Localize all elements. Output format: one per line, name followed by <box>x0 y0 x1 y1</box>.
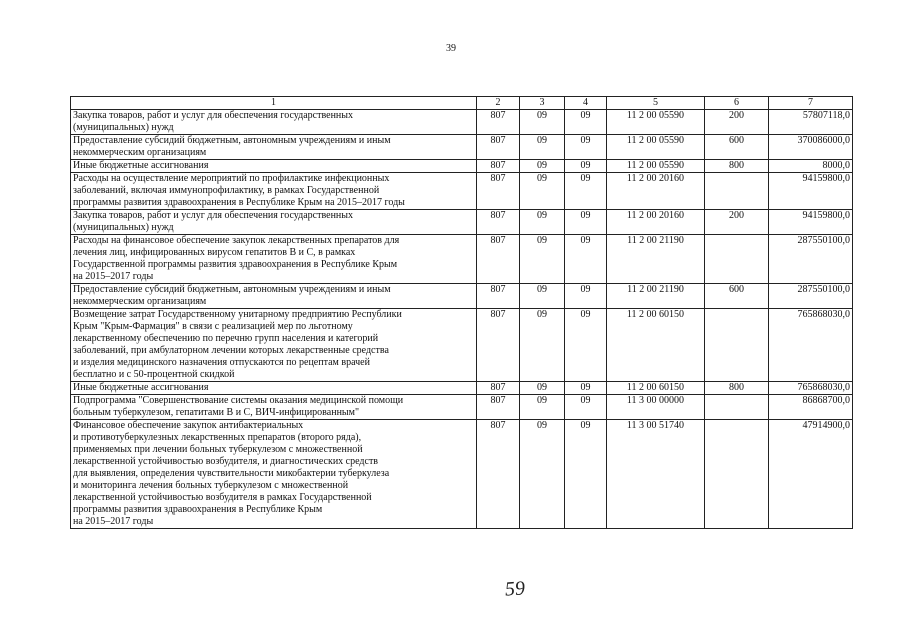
row-amount: 86868700,0 <box>769 395 853 420</box>
row-code-col-6 <box>705 395 769 420</box>
row-code-col-4: 09 <box>565 235 607 284</box>
table-row <box>71 420 853 529</box>
row-amount: 94159800,0 <box>769 173 853 210</box>
row-code-col-2: 807 <box>477 309 520 382</box>
row-code-col-3: 09 <box>520 160 565 173</box>
row-code-col-5: 11 2 00 60150 <box>607 382 705 395</box>
row-code-col-4: 09 <box>565 173 607 210</box>
row-code-col-5: 11 2 00 20160 <box>607 210 705 235</box>
row-description: Предоставление субсидий бюджетным, автономным учреждениям и иным некоммерческим организациям <box>71 284 477 309</box>
row-code-col-6 <box>705 309 769 382</box>
header-col-6: 6 <box>705 97 769 110</box>
header-col-3: 3 <box>520 97 565 110</box>
row-description: Предоставление субсидий бюджетным, автономным учреждениям и иным некоммерческим организациям <box>71 135 477 160</box>
row-code-col-3: 09 <box>520 235 565 284</box>
row-description: Расходы на финансовое обеспечение закупок лекарственных препаратов для лечения лиц, инфицированных вирусом гепатитов В и С, в рамках Государственной программы развития здравоохранения в Республике Крым на 2015–2017 годы <box>71 235 477 284</box>
row-code-col-6: 800 <box>705 160 769 173</box>
row-code-col-6: 200 <box>705 110 769 135</box>
row-code-col-4: 09 <box>565 284 607 309</box>
row-code-col-3: 09 <box>520 210 565 235</box>
row-code-col-3: 09 <box>520 135 565 160</box>
table-row <box>71 309 853 382</box>
row-code-col-3: 09 <box>520 284 565 309</box>
row-description: Закупка товаров, работ и услуг для обеспечения государственных (муниципальных) нужд <box>71 110 477 135</box>
row-code-col-2: 807 <box>477 395 520 420</box>
row-code-col-2: 807 <box>477 160 520 173</box>
table-row <box>71 235 853 284</box>
row-amount: 765868030,0 <box>769 382 853 395</box>
row-code-col-3: 09 <box>520 395 565 420</box>
row-code-col-6: 200 <box>705 210 769 235</box>
table-row <box>71 382 853 395</box>
row-code-col-2: 807 <box>477 210 520 235</box>
row-description: Возмещение затрат Государственному унитарному предприятию Республики Крым "Крым-Фармация" в связи с реализацией мер по льготному лекарственному обеспечению по перечню групп населения и категорий заболеваний, при амбулаторном лечении которых лекарственные средства и изделия медицинского назначения отпускаются по рецептам врачей бесплатно и с 50-процентной скидкой <box>71 309 477 382</box>
page-number: 39 <box>446 43 456 54</box>
row-amount: 370086000,0 <box>769 135 853 160</box>
row-code-col-5: 11 2 00 05590 <box>607 110 705 135</box>
row-code-col-5: 11 2 00 21190 <box>607 284 705 309</box>
row-code-col-5: 11 2 00 05590 <box>607 160 705 173</box>
row-code-col-3: 09 <box>520 309 565 382</box>
row-code-col-3: 09 <box>520 420 565 529</box>
row-code-col-3: 09 <box>520 110 565 135</box>
table-row <box>71 110 853 135</box>
row-description: Подпрограмма "Совершенствование системы оказания медицинской помощи больным туберкулезом, гепатитами В и С, ВИЧ-инфицированным" <box>71 395 477 420</box>
row-code-col-5: 11 2 00 05590 <box>607 135 705 160</box>
row-description: Финансовое обеспечение закупок антибактериальных и противотуберкулезных лекарственных препаратов (второго ряда), применяемых при лечении больных туберкулезом с множественной лекарственной устойчивостью возбудителя, и диагностических средств для выявления, определения чувствительности микобактерии туберкулеза и мониторинга лечения больных туберкулезом с множественной лекарственной устойчивостью возбудителя в рамках Государственной программы развития здравоохранения в Республике Крым на 2015–2017 годы <box>71 420 477 529</box>
row-code-col-6 <box>705 173 769 210</box>
row-description: Иные бюджетные ассигнования <box>71 160 477 173</box>
row-amount: 8000,0 <box>769 160 853 173</box>
table-row <box>71 173 853 210</box>
row-code-col-4: 09 <box>565 160 607 173</box>
row-code-col-4: 09 <box>565 309 607 382</box>
table-row <box>71 160 853 173</box>
row-code-col-5: 11 3 00 51740 <box>607 420 705 529</box>
header-col-4: 4 <box>565 97 607 110</box>
table-row <box>71 210 853 235</box>
row-code-col-2: 807 <box>477 110 520 135</box>
header-col-2: 2 <box>477 97 520 110</box>
header-col-1: 1 <box>71 97 477 110</box>
row-code-col-5: 11 2 00 60150 <box>607 309 705 382</box>
row-amount: 765868030,0 <box>769 309 853 382</box>
row-code-col-4: 09 <box>565 395 607 420</box>
row-description: Иные бюджетные ассигнования <box>71 382 477 395</box>
table-row <box>71 284 853 309</box>
row-amount: 57807118,0 <box>769 110 853 135</box>
header-col-5: 5 <box>607 97 705 110</box>
row-code-col-3: 09 <box>520 382 565 395</box>
table-row <box>71 395 853 420</box>
row-description: Закупка товаров, работ и услуг для обеспечения государственных (муниципальных) нужд <box>71 210 477 235</box>
row-code-col-2: 807 <box>477 173 520 210</box>
row-code-col-5: 11 2 00 21190 <box>607 235 705 284</box>
row-code-col-2: 807 <box>477 135 520 160</box>
row-code-col-3: 09 <box>520 173 565 210</box>
row-amount: 287550100,0 <box>769 235 853 284</box>
row-code-col-4: 09 <box>565 382 607 395</box>
table-header-row <box>71 97 853 110</box>
header-col-7: 7 <box>769 97 853 110</box>
row-code-col-2: 807 <box>477 284 520 309</box>
row-code-col-5: 11 3 00 00000 <box>607 395 705 420</box>
row-amount: 47914900,0 <box>769 420 853 529</box>
budget-table <box>70 96 853 529</box>
handwritten-page-mark: 59 <box>504 577 526 601</box>
row-code-col-6 <box>705 420 769 529</box>
row-code-col-2: 807 <box>477 235 520 284</box>
row-code-col-5: 11 2 00 20160 <box>607 173 705 210</box>
row-code-col-2: 807 <box>477 420 520 529</box>
row-amount: 94159800,0 <box>769 210 853 235</box>
row-code-col-2: 807 <box>477 382 520 395</box>
row-code-col-6: 600 <box>705 284 769 309</box>
row-code-col-4: 09 <box>565 210 607 235</box>
row-code-col-6 <box>705 235 769 284</box>
row-code-col-6: 800 <box>705 382 769 395</box>
row-amount: 287550100,0 <box>769 284 853 309</box>
row-description: Расходы на осуществление мероприятий по профилактике инфекционных заболеваний, включая иммунопрофилактику, в рамках Государственной программы развития здравоохранения в Республике Крым на 2015–2017 годы <box>71 173 477 210</box>
table-row <box>71 135 853 160</box>
row-code-col-4: 09 <box>565 420 607 529</box>
row-code-col-4: 09 <box>565 135 607 160</box>
row-code-col-4: 09 <box>565 110 607 135</box>
row-code-col-6: 600 <box>705 135 769 160</box>
